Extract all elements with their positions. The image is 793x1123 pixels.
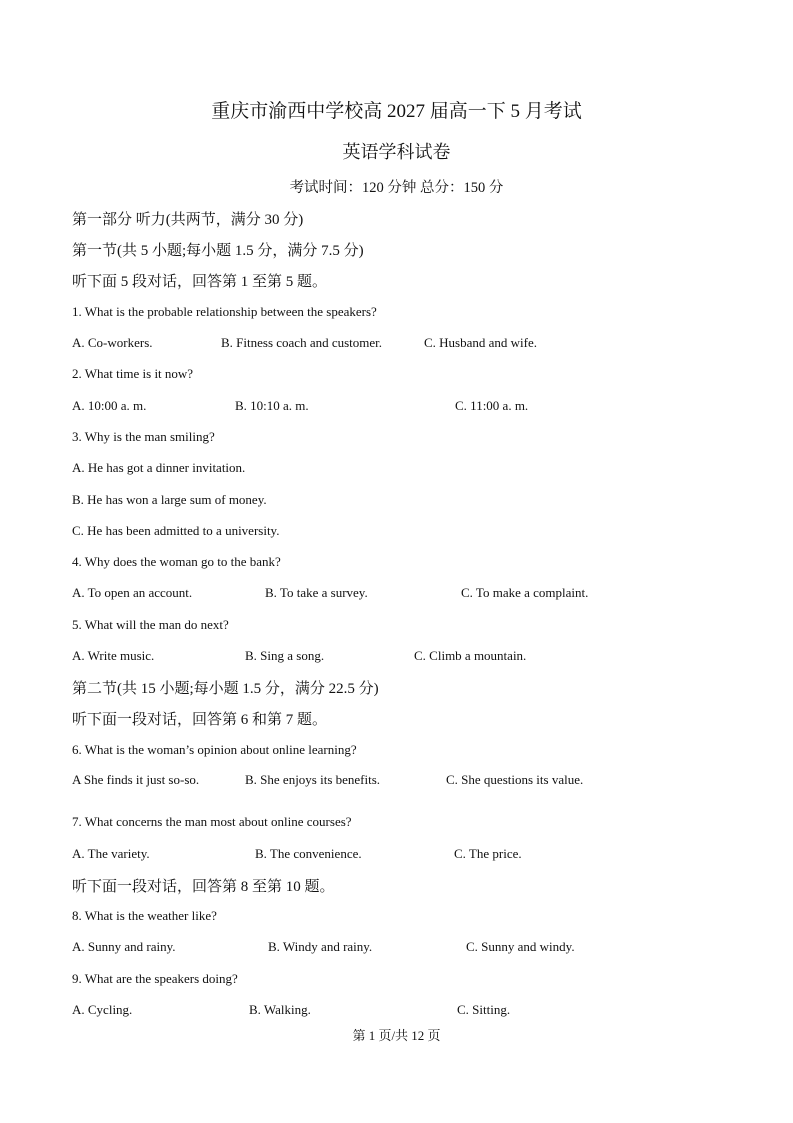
option-8a: A. Sunny and rainy. [72, 939, 176, 954]
option-3c: C. He has been admitted to a university. [72, 523, 280, 538]
option-9c: C. Sitting. [457, 1002, 511, 1017]
option-4b: B. To take a survey. [265, 585, 368, 600]
option-5c: C. Climb a mountain. [414, 648, 527, 663]
option-1c: C. Husband and wife. [424, 335, 538, 350]
option-4a: A. To open an account. [72, 585, 193, 600]
question-stem-6: 6. What is the woman’s opinion about online learning? [72, 742, 357, 757]
section1-heading: 第一节(共 5 小题;每小题 1.5 分，满分 7.5 分) [72, 243, 364, 259]
part1-heading: 第一部分 听力(共两节，满分 30 分) [72, 212, 304, 228]
question-stem-4: 4. Why does the woman go to the bank? [72, 554, 281, 569]
option-7b: B. The convenience. [255, 846, 362, 861]
option-6b: B. She enjoys its benefits. [245, 772, 381, 787]
option-3b: B. He has won a large sum of money. [72, 492, 267, 507]
section1-instruction: 听下面 5 段对话，回答第 1 至第 5 题。 [72, 274, 328, 290]
question-stem-1: 1. What is the probable relationship between the speakers? [72, 304, 377, 319]
question-stem-3: 3. Why is the man smiling? [72, 429, 215, 444]
exam-title: 重庆市渝西中学校高 2027 届高一下 5 月考试 [211, 101, 582, 122]
exam-subtitle: 英语学科试卷 [342, 142, 451, 162]
option-2b: B. 10:10 a. m. [235, 398, 309, 413]
option-9a: A. Cycling. [72, 1002, 133, 1017]
question-stem-5: 5. What will the man do next? [72, 617, 229, 632]
option-9b: B. Walking. [249, 1002, 311, 1017]
option-1b: B. Fitness coach and customer. [221, 335, 383, 350]
option-2a: A. 10:00 a. m. [72, 398, 147, 413]
option-6a: A She finds it just so-so. [72, 772, 200, 787]
option-8b: B. Windy and rainy. [268, 939, 373, 954]
exam-info: 考试时间：120 分钟 总分：150 分 [289, 180, 504, 196]
option-7c: C. The price. [454, 846, 522, 861]
option-8c: C. Sunny and windy. [466, 939, 575, 954]
option-5a: A. Write music. [72, 648, 155, 663]
page-number: 第 1 页/共 12 页 [352, 1028, 441, 1043]
option-5b: B. Sing a song. [245, 648, 325, 663]
option-3a: A. He has got a dinner invitation. [72, 460, 246, 475]
question-stem-7: 7. What concerns the man most about online courses? [72, 814, 352, 829]
option-1a: A. Co-workers. [72, 335, 153, 350]
section2-instruction-8-10: 听下面一段对话，回答第 8 至第 10 题。 [72, 879, 335, 895]
option-7a: A. The variety. [72, 846, 150, 861]
option-4c: C. To make a complaint. [461, 585, 589, 600]
section2-heading: 第二节(共 15 小题;每小题 1.5 分，满分 22.5 分) [72, 681, 379, 697]
question-stem-9: 9. What are the speakers doing? [72, 971, 238, 986]
question-stem-2: 2. What time is it now? [72, 366, 194, 381]
option-2c: C. 11:00 a. m. [455, 398, 529, 413]
question-stem-8: 8. What is the weather like? [72, 908, 217, 923]
option-6c: C. She questions its value. [446, 772, 584, 787]
section2-instruction-6-7: 听下面一段对话，回答第 6 和第 7 题。 [72, 712, 328, 728]
